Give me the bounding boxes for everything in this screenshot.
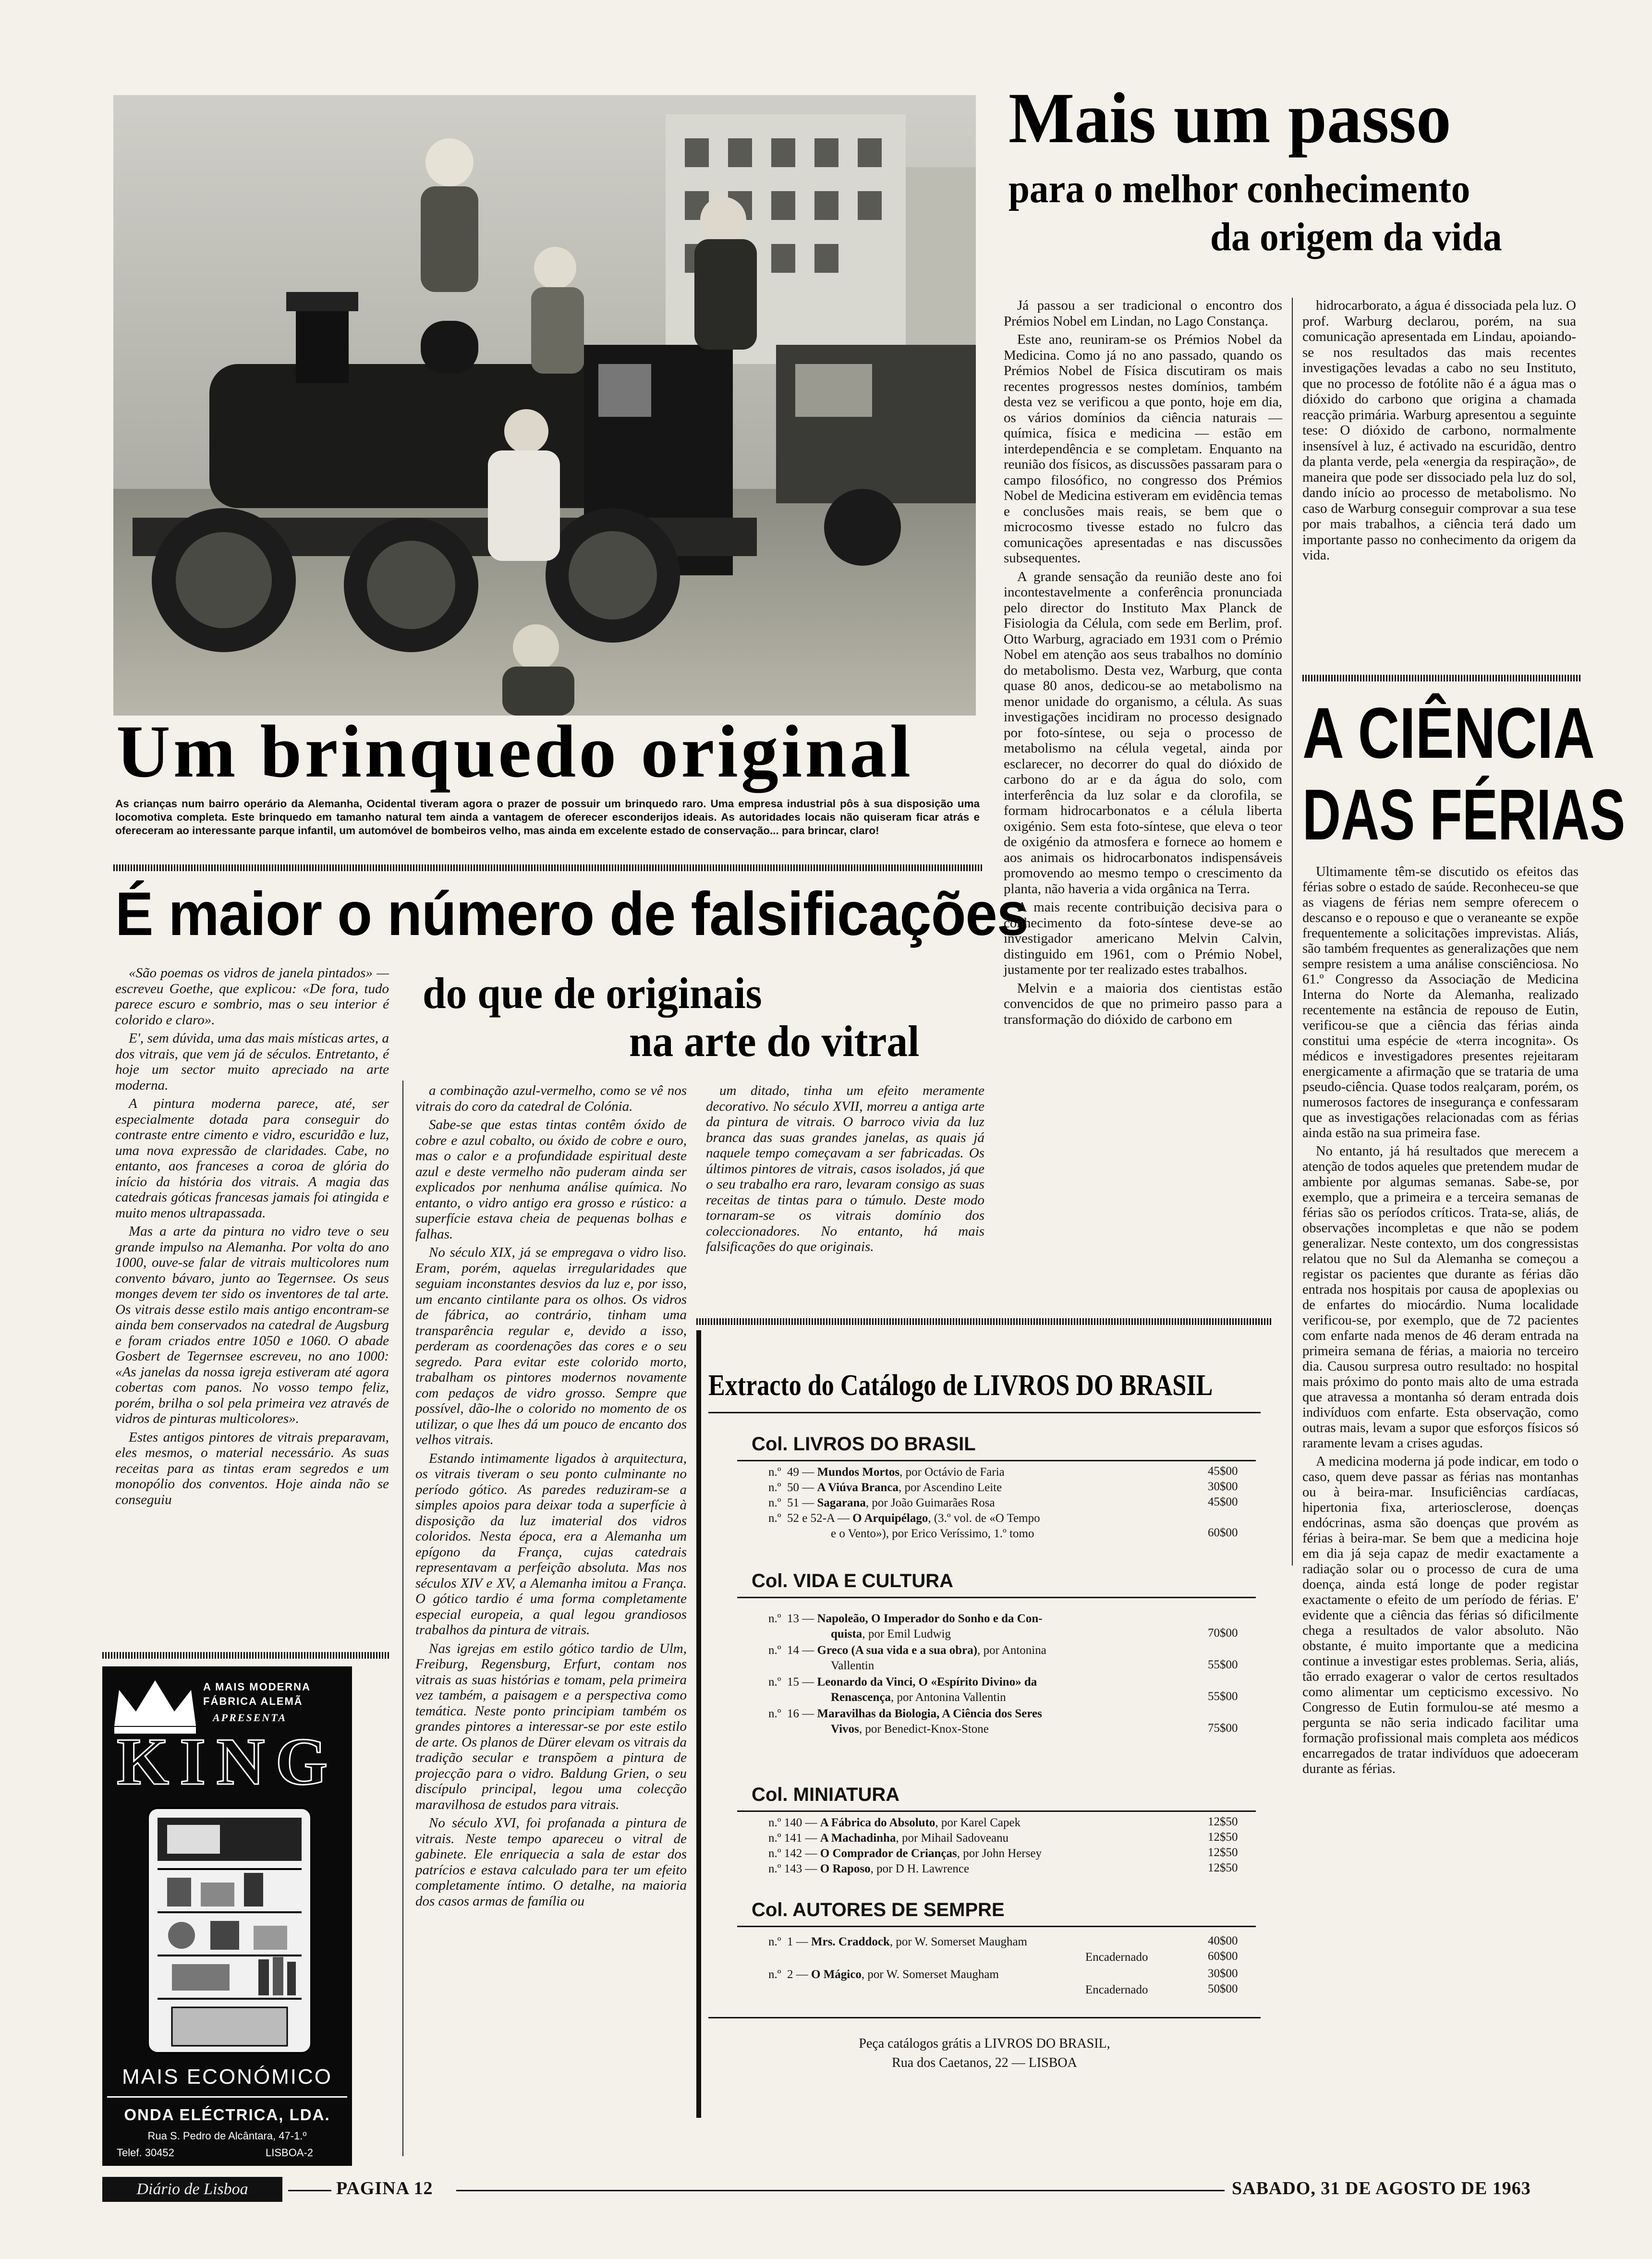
catalogo-footer-line-1: Peça catálogos grátis a LIVROS DO BRASIL, (859, 2036, 1110, 2051)
catalogo-section-rule (737, 1597, 1256, 1598)
catalogo-row: n.º 141 — A Machadinha, por Mihail Sadoveanu (768, 1832, 1009, 1845)
origem-column-rule (1292, 298, 1293, 1566)
catalogo-row: Encadernado (1085, 1983, 1148, 1996)
ad-city: LISBOA-2 (266, 2147, 314, 2159)
locomotive-photo (113, 95, 976, 716)
divider-catalogo-top (696, 1318, 1273, 1325)
divider-origem (1302, 675, 1581, 681)
origem-paragraph: A mais recente contribuição decisiva para o conhecimento da foto-síntese deve-se ao investigador americano Melvin Calvin, distinguido em 1961, com o Prémio Nobel, justamente por ter realizado estes trabalhos. (1004, 899, 1282, 977)
vitral-headline-1: É maior o número de falsificações (115, 880, 1029, 948)
photo-headline: Um brinquedo original (116, 710, 914, 793)
catalogo-price: 55$00 (1208, 1690, 1238, 1703)
page-date: SABADO, 31 DE AGOSTO DE 1963 (1232, 2178, 1531, 2198)
divider-left-column (102, 1652, 390, 1659)
vitral-column-2 (415, 1083, 687, 1912)
catalogo-row: n.º 1 — Mrs. Craddock, por W. Somerset Maugham (768, 1935, 1027, 1948)
catalogo-row: n.º 142 — O Comprador de Crianças, por John Hersey (768, 1847, 1042, 1860)
ad-tagline-3: APRESENTA (213, 1712, 287, 1724)
catalogo-price: 70$00 (1208, 1627, 1238, 1640)
vitral-paragraph: um ditado, tinha um efeito meramente decorativo. No século XVII, morreu a antiga arte da pintura de vitrais. O barroco vivia da luz branca das suas grandes janelas, as quais já naquele tempo começavam a ser fabricadas. Os últimos pintores de vitrais, casos isolados, já que o seu trabalho era raro, levaram consigo as suas receitas de tintas para o túmulo. Deste modo tornaram-se os vitrais domínio dos coleccionadores. No entanto, há mais falsificações do que originais. (706, 1083, 984, 1254)
ferias-column (1302, 864, 1579, 1780)
ferias-paragraph: No entanto, já há resultados que merecem a atenção de todos aqueles que pretendem mudar de ambiente por algumas semanas. Sabe-se, por exemplo, que a primeira e a terceira semanas de férias são os períodos críticos. Trata-se, aliás, de observações incompletas e que não se podem generalizar. Neste contexto, um dos congressistas relatou que no Sul da Alemanha se começou a registar os pacientes que durante as férias dão entrada nos hospitais por causa de apoplexias ou de enfartes do miocárdio. Numa localidade verificou-se, por exemplo, que de 72 pacientes com enfarte nada menos de 46 deram entrada na primeira semana de férias, a maioria no terceiro dia. Causou surpresa outro resultado: no hospital mais próximo do ponto mais alto de uma estrada que atravessa a montanha só deram entrada dois indivíduos com enfarte. Esta observação, como outras mais, levam a supor que esforços físicos só raramente levam a crises agudas. (1302, 1144, 1579, 1451)
newspaper-logo (102, 2177, 282, 2202)
catalogo-section-rule (737, 1810, 1256, 1812)
catalogo-section-heading: Col. VIDA E CULTURA (752, 1570, 953, 1591)
catalogo-left-rule (696, 1330, 701, 2118)
catalogo-row: Encadernado (1085, 1951, 1148, 1964)
vitral-paragraph: A pintura moderna parece, até, ser especialmente dotada para conseguir do contraste entre cimento e vidro, escuridão e luz, uma nova expressão de claridades. Cabe, no entanto, aos franceses a coroa de glória do início da história dos vitrais. A magia das catedrais góticas francesas jamais foi atingida e muito menos ultrapassada. (115, 1096, 389, 1221)
divider-caption (113, 864, 983, 871)
vitral-paragraph: Sabe-se que estas tintas contêm óxido de cobre e azul cobalto, ou óxido de cobre e ouro, mas o calor e a profundidade espiritual deste azul e deste vermelho não puderam ainda ser explicados por nenhuma análise química. No entanto, o vidro antigo era grosso e rústico: a superfície estava cheia de pequenas bolhas e falhas. (415, 1117, 687, 1242)
vitral-paragraph: Estando intimamente ligados à arquitectura, os vitrais tiveram o seu ponto culminante no período gótico. As paredes reduziram-se a simples apoios para deixar toda a superfície à disposição da luz imaterial dos vidros coloridos. Nesta época, era a Alemanha um epígono da França, cujas catedrais representavam a perfeição absoluta. Mas nos séculos XIV e XV, a Alemanha imitou a França. O gótico tardio é uma forma completamente especial europeia, a qual legou grandiosos trabalhos da pintura de vitrais. (415, 1450, 687, 1638)
catalogo-row: n.º 52 e 52-A — O Arquipélago, (3.º vol. de «O Tempo (768, 1512, 1040, 1525)
photo-caption: As crianças num bairro operário da Alemanha, Ocidental tiveram agora o prazer de possuir um brinquedo raro. Uma empresa industrial pôs à sua disposição uma locomotiva completa. Este brinquedo em tamanho natural tem ainda a vantagem de oferecer esconderijos ideais. As autoridades locais não quiseram ficar atrás e ofereceram ao interessante parque infantil, um automóvel de bombeiros velho, mas ainda em excelente estado de conservação... para brincar, claro! (115, 798, 980, 837)
ad-tagline-2: FÁBRICA ALEMÃ (203, 1695, 303, 1707)
catalogo-row: n.º 143 — O Raposo, por D H. Lawrence (768, 1862, 970, 1875)
catalogo-price: 12$50 (1208, 1815, 1238, 1828)
vitral-column-3 (706, 1083, 984, 1258)
catalogo-row: n.º 51 — Sagarana, por João Guimarães Rosa (768, 1496, 995, 1509)
catalogo-price: 12$50 (1208, 1861, 1238, 1874)
ad-address: Rua S. Pedro de Alcântara, 47-1.º (147, 2130, 307, 2142)
catalogo-section-heading: Col. MINIATURA (752, 1784, 900, 1805)
catalogo-row: n.º 50 — A Viúva Branca, por Ascendino Leite (768, 1481, 1002, 1494)
catalogo-price: 12$50 (1208, 1846, 1238, 1859)
catalogo-section-miniatura (768, 1815, 1273, 1882)
vitral-column-1 (115, 965, 389, 1510)
catalogo-row: n.º 15 — Leonardo da Vinci, O «Espírito Divino» da (768, 1676, 1037, 1688)
catalogo-price: 12$50 (1208, 1831, 1238, 1844)
ferias-headline-2: DAS FÉRIAS (1302, 774, 1626, 855)
origem-paragraph: Melvin e a maioria dos cientistas estão convencidos de que no primeiro passo para a transformação do dióxido de carbono em (1004, 980, 1282, 1027)
catalogo-section-rule (737, 1926, 1256, 1927)
ferias-headline-1: A CIÊNCIA (1302, 692, 1595, 773)
origem-paragraph: Este ano, reuniram-se os Prémios Nobel da Medicina. Como já no ano passado, quando os Prémios Nobel de Física discutiram os mais recentes progressos nestes domínios, também desta vez se verificou a que ponto, hoje em dia, os vários domínios da ciência naturais — química, física e medicina — estão em interdependência e se completam. Enquanto na reunião dos físicos, as discussões passaram para o campo filosófico, no congresso dos Prémios Nobel de Medicina estiveram em evidência temas e conclusões mais reais, se bem que o microcosmo tivesse estado no fulcro das comunicações apresentadas e nas discussões subsequentes. (1004, 332, 1282, 566)
catalogo-price: 50$00 (1208, 1982, 1238, 1995)
catalogo-row: Renascença, por Antonina Vallentin (831, 1691, 1006, 1704)
catalogo-row: Vallentin (831, 1659, 875, 1672)
catalogo-row: Vivos, por Benedict-Knox-Stone (831, 1723, 989, 1736)
vitral-paragraph: «São poemas os vidros de janela pintados» — escreveu Goethe, que explicou: «De fora, tudo parece escuro e sombrio, mas o seu interior é colorido e claro». (115, 965, 389, 1028)
vitral-paragraph: E', sem dúvida, uma das mais místicas artes, a dos vitrais, que vem já de séculos. Entretanto, é hoje um sector muito apreciado na arte moderna. (115, 1031, 389, 1093)
ad-divider (107, 2096, 347, 2098)
catalogo-price: 45$00 (1208, 1465, 1238, 1478)
vitral-paragraph: Mas a arte da pintura no vidro teve o seu grande impulso na Alemanha. Por volta do ano 1000, ouve-se falar de vitrais multicolores num convento bávaro, junto ao Tegernsee. Os seus monges devem ter sido os inventores de tal arte. Os vitrais desse estilo mais antigo encontram-se ainda bem conservados na catedral de Augsburg e foram criados entre 1050 e 1060. O abade Gosbert de Tegernsee escreveu, no ano 1000: «As janelas da nossa igreja estiveram até agora cobertas com panos. No vosso tempo feliz, porém, brilha o sol pela primeira vez através de vidros de pinturas multicolores». (115, 1224, 389, 1426)
ad-slogan: MAIS ECONÓMICO (121, 2065, 333, 2089)
ferias-paragraph: A medicina moderna já pode indicar, em todo o caso, quem deve passar as férias nas montanhas ou à beira-mar. Insuficiências cardíacas, hipertonia fixa, arteriosclerose, doenças endócrinas, asma são doenças que provém as férias à beira-mar. Se bem que a medicina hoje em dia já seja capaz de medir exactamente a radiação solar ou o processo de cura de uma doença, ainda está longe de poder registar exactamente o efeito de um período de férias. E' evidente que a ciência das férias só dificilmente chega a resultados de valor absoluto. Não obstante, é muito importante que a medicina continue a investigar estes problemas. Seria, aliás, tão errado exagerar o valor de certos resultados como alimentar um cepticismo excessivo. No Congresso de Eutin formulou-se até mesmo a pergunta se não seria indicado facilitar uma formação profissional mais completa aos médicos encarregados de tratar indivíduos que adoeceram durante as férias. (1302, 1454, 1579, 1776)
vitral-headline-2: do que de originais (423, 969, 762, 1018)
ferias-paragraph: Ultimamente têm-se discutido os efeitos das férias sobre o estado de saúde. Reconheceu-se que as viagens de férias nem sempre oferecem o descanso e o repouso e que o veraneante se expõe frequentemente a solicitações imprevistas. Aliás, são também frequentes as generalizações que nem sempre resistem a uma análise consciênciosa. No 61.º Congresso da Associação de Medicina Interna do Norte da Alemanha, realizado recentemente na estância de repouso de Eutin, verificou-se que a ciência das férias ainda constitui uma espécie de «terra incognita». Os médicos e investigadores presentes rejeitaram energicamente a afirmação que se trataria de uma pseudo-ciência. Quase todos realçaram, porém, os numerosos factores de insegurança e confessaram que as investigações relacionadas com as férias ainda estão na sua primeira fase. (1302, 864, 1579, 1141)
vitral-column-rule (402, 1081, 403, 2156)
catalogo-section-heading: Col. AUTORES DE SEMPRE (752, 1899, 1005, 1920)
catalogo-row: n.º 14 — Greco (A sua vida e a sua obra), por Antonina (768, 1644, 1046, 1657)
origem-paragraph: hidrocarborato, a água é dissociada pela luz. O prof. Warburg declarou, porém, na sua comunicação apresentada em Lindau, apoiando-se nos resultados das mais recentes investigações levadas a cabo no seu Instituto, que no processo de fotólite não é a água mas o dióxido do carbono que origina a chamada reacção primária. Warburg apresentou a seguinte tese: O dióxido de carbono, normalmente insensível à luz, é activado na escuridão, dentro da planta verde, pela «energia da respiração», de maneira que pode ser dissociado pela luz do sol, dando início ao processo de metabolismo. No caso de Warburg conseguir comprovar a sua tese por mais trabalhos, a ciência terá dado um importante passo no conhecimento da origem da vida. (1302, 298, 1576, 563)
catalogo-row: n.º 13 — Napoleão, O Imperador do Sonho e da Con- (768, 1612, 1043, 1625)
origem-paragraph: Já passou a ser tradicional o encontro dos Prémios Nobel em Lindan, no Lago Constança. (1004, 298, 1282, 329)
catalogo-row: n.º 140 — A Fábrica do Absoluto, por Karel Capek (768, 1816, 1021, 1829)
locomotive-photo-image (113, 95, 976, 716)
catalogo-section-livros (768, 1465, 1273, 1551)
newspaper-name: Diário de Lisboa (136, 2180, 248, 2198)
vitral-paragraph: No século XVI, foi profanada a pintura de vitrais. Neste tempo apareceu o vitral de gabinete. Ele enriquecia a sala de estar dos patrícios e estava calculado para ter um efeito completamente íntimo. O detalhe, na maioria dos casos armas de família ou (415, 1815, 687, 1909)
origem-headline-2: para o melhor conhecimento (1008, 167, 1470, 211)
catalogo-section-autores (768, 1934, 1273, 2002)
refrigerator-icon (143, 1806, 316, 2055)
vitral-paragraph: a combinação azul-vermelho, como se vê nos vitrais do coro da catedral de Colónia. (415, 1083, 687, 1114)
catalogo-section-vida (768, 1611, 1273, 1741)
catalogo-section-rule (737, 1460, 1256, 1461)
catalogo-row: n.º 2 — O Mágico, por W. Somerset Maugham (768, 1968, 999, 1981)
catalogo-price: 30$00 (1208, 1967, 1238, 1980)
catalogo-row: quista, por Emil Ludwig (831, 1627, 951, 1640)
vitral-headline-3: na arte do vitral (629, 1017, 920, 1066)
catalogo-row: n.º 16 — Maravilhas da Biologia, A Ciência dos Seres (768, 1707, 1042, 1720)
catalogo-price: 75$00 (1208, 1722, 1238, 1735)
ad-brand: KING (117, 1725, 339, 1799)
catalogo-price: 30$00 (1208, 1480, 1238, 1493)
catalogo-row: e o Vento»), por Erico Veríssimo, 1.º tomo (831, 1527, 1034, 1540)
catalogo-row: n.º 49 — Mundos Mortos, por Octávio de Faria (768, 1466, 1005, 1479)
ad-phone: Telef. 30452 (117, 2147, 174, 2159)
footer-rule-right (456, 2190, 1225, 2191)
vitral-paragraph: Nas igrejas em estilo gótico tardio de Ulm, Freiburg, Regensburg, Erfurt, contam nos vitrais as suas histórias e tomam, pela primeira vez também, a paisagem e a perspectiva como temática. Neste ponto principiam também os grandes pintores a interessar-se por este estilo de arte. Os planos de Dürer elevam os vitrais da tradição secular e transpõem a pintura de projecção para o vidro. Baldung Grien, o seu discípulo principal, legou uma colecção maravilhosa de estudos para vitrais. (415, 1640, 687, 1812)
origem-column-1 (1004, 298, 1282, 1030)
footer-rule-left (288, 2190, 331, 2191)
vitral-paragraph: No século XIX, já se empregava o vidro liso. Eram, porém, aquelas irregularidades que seguiam inconstantes desvios da luz e, por isso, um encanto cintilante para os olhos. Os vidros de fábrica, ao contrário, tinham uma transparência regular e, devido a isso, perderam as coordenações das cores e o seu segredo. Para evitar este colorido morto, trabalham os pintores modernos novamente com pedaços de vidro grosso. Sempre que possível, dão-lhe o colorido no momento de os utilizar, o que lhes dá um pouco de encanto dos velhos vitrais. (415, 1245, 687, 1447)
catalogo-section-heading: Col. LIVROS DO BRASIL (752, 1433, 976, 1455)
ad-company: ONDA ELÉCTRICA, LDA. (124, 2106, 330, 2124)
catalogo-title: Extracto do Catálogo de LIVROS DO BRASIL (708, 1369, 1213, 1402)
page-number: PAGINA 12 (336, 2178, 433, 2198)
catalogo-price: 60$00 (1208, 1950, 1238, 1963)
origem-paragraph: A grande sensação da reunião deste ano foi incontestavelmente a conferência pronunciada pelo director do Instituto Max Planck de Fisiologia da Célula, com sede em Berlim, prof. Otto Warburg, agraciado em 1931 com o Prémio Nobel em atenção aos seus trabalhos no domínio do metabolismo. Desta vez, Warburg, que conta quase 80 anos, dedicou-se ao metabolismo na menor unidade do organismo, a célula. As suas investigações incidiram no processo designado por foto-síntese, ou seja o processo de metabolismo na célula vegetal, ainda por esclarecer, no decorrer do qual do dióxido de carbono do ar e da água do solo, com interferência da luz solar e da clorofila, se formam hidrocarbonatos e a célula liberta oxigénio. Sem esta foto-síntese, que eleva o teor de oxigénio da atmosfera e fornece ao homem e aos animais os hidrocarbonatos indispensáveis promovendo ao mesmo tempo o crescimento da planta, não haveria a vida orgânica na Terra. (1004, 569, 1282, 897)
king-refrigerator-ad (102, 1666, 352, 2166)
ad-tagline-1: A MAIS MODERNA (203, 1681, 311, 1693)
catalogo-footer-rule (708, 2017, 1261, 2018)
origem-headline-3: da origem da vida (1210, 215, 1502, 259)
catalogo-footer-line-2: Rua dos Caetanos, 22 — LISBOA (892, 2055, 1077, 2070)
origem-column-2 (1302, 298, 1576, 566)
catalogo-title-underline (708, 1412, 1261, 1413)
catalogo-price: 60$00 (1208, 1526, 1238, 1539)
origem-headline-1: Mais um passo (1008, 78, 1451, 158)
catalogo-price: 55$00 (1208, 1658, 1238, 1671)
catalogo-price: 40$00 (1208, 1934, 1238, 1947)
vitral-paragraph: Estes antigos pintores de vitrais preparavam, eles mesmos, o material necessário. As suas receitas para as tintas eram segredos e um monopólio dos conventos. Hoje ainda não se conseguiu (115, 1429, 389, 1507)
catalogo-price: 45$00 (1208, 1495, 1238, 1508)
